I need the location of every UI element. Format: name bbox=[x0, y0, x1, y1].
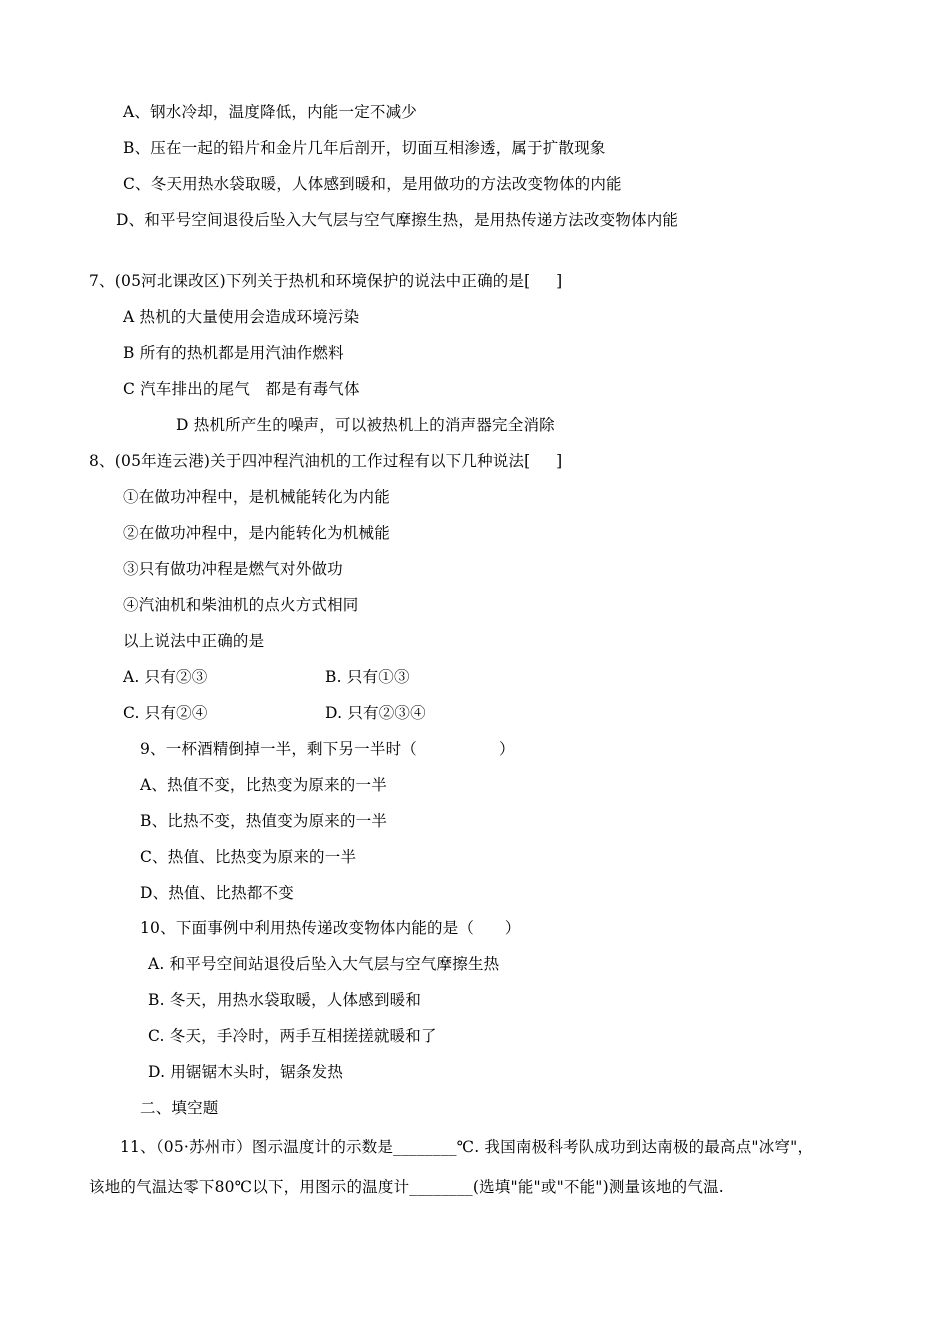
q8-option-a: A. 只有②③ bbox=[123, 668, 208, 686]
q8-option-d: D. 只有②③④ bbox=[325, 704, 426, 722]
q8-statement-4: ④汽油机和柴油机的点火方式相同 bbox=[123, 596, 359, 614]
q7-option-b: B 所有的热机都是用汽油作燃料 bbox=[123, 344, 344, 362]
section-heading-fill-in: 二、填空题 bbox=[140, 1099, 219, 1117]
q8-question: 8、(05年连云港)关于四冲程汽油机的工作过程有以下几种说法[ ] bbox=[89, 452, 563, 470]
q10-option-d: D. 用锯锯木头时，锯条发热 bbox=[148, 1063, 344, 1081]
q6-option-d: D、和平号空间退役后坠入大气层与空气摩擦生热，是用热传递方法改变物体内能 bbox=[116, 211, 679, 229]
q9-question: 9、一杯酒精倒掉一半，剩下另一半时（ ） bbox=[140, 740, 515, 758]
q7-question: 7、(05河北课改区)下列关于热机和环境保护的说法中正确的是[ ] bbox=[89, 272, 563, 290]
q10-question: 10、下面事例中利用热传递改变物体内能的是（ ） bbox=[140, 919, 521, 937]
q8-option-c: C. 只有②④ bbox=[123, 704, 208, 722]
q8-stem: 以上说法中正确的是 bbox=[123, 632, 265, 650]
q11-line-1: 11、（05·苏州市）图示温度计的示数是________℃. 我国南极科考队成功到达南极的最高点"冰穹"， bbox=[120, 1138, 814, 1156]
q8-statement-3: ③只有做功冲程是燃气对外做功 bbox=[123, 560, 343, 578]
q9-option-a: A、热值不变，比热变为原来的一半 bbox=[140, 776, 387, 794]
q6-option-b: B、压在一起的铅片和金片几年后剖开，切面互相渗透，属于扩散现象 bbox=[123, 139, 606, 157]
q8-option-b: B. 只有①③ bbox=[325, 668, 410, 686]
q7-option-a: A 热机的大量使用会造成环境污染 bbox=[123, 308, 360, 326]
q8-statement-1: ①在做功冲程中，是机械能转化为内能 bbox=[123, 488, 390, 506]
q6-option-a: A、钢水冷却，温度降低，内能一定不减少 bbox=[123, 103, 417, 121]
q7-option-d: D 热机所产生的噪声，可以被热机上的消声器完全消除 bbox=[176, 416, 555, 434]
q9-option-c: C、热值、比热变为原来的一半 bbox=[140, 848, 357, 866]
q10-option-b: B. 冬天，用热水袋取暖，人体感到暖和 bbox=[148, 991, 422, 1009]
q8-statement-2: ②在做功冲程中，是内能转化为机械能 bbox=[123, 524, 390, 542]
q11-line-2: 该地的气温达零下80℃以下，用图示的温度计________(选填"能"或"不能")测量该地的气温. bbox=[89, 1178, 724, 1196]
q9-option-d: D、热值、比热都不变 bbox=[140, 884, 294, 902]
q10-option-a: A. 和平号空间站退役后坠入大气层与空气摩擦生热 bbox=[148, 955, 500, 973]
q6-option-c: C、冬天用热水袋取暖，人体感到暖和，是用做功的方法改变物体的内能 bbox=[123, 175, 622, 193]
q9-option-b: B、比热不变，热值变为原来的一半 bbox=[140, 812, 388, 830]
q7-option-c: C 汽车排出的尾气 都是有毒气体 bbox=[123, 380, 360, 398]
q10-option-c: C. 冬天，手冷时，两手互相搓搓就暖和了 bbox=[148, 1027, 437, 1045]
